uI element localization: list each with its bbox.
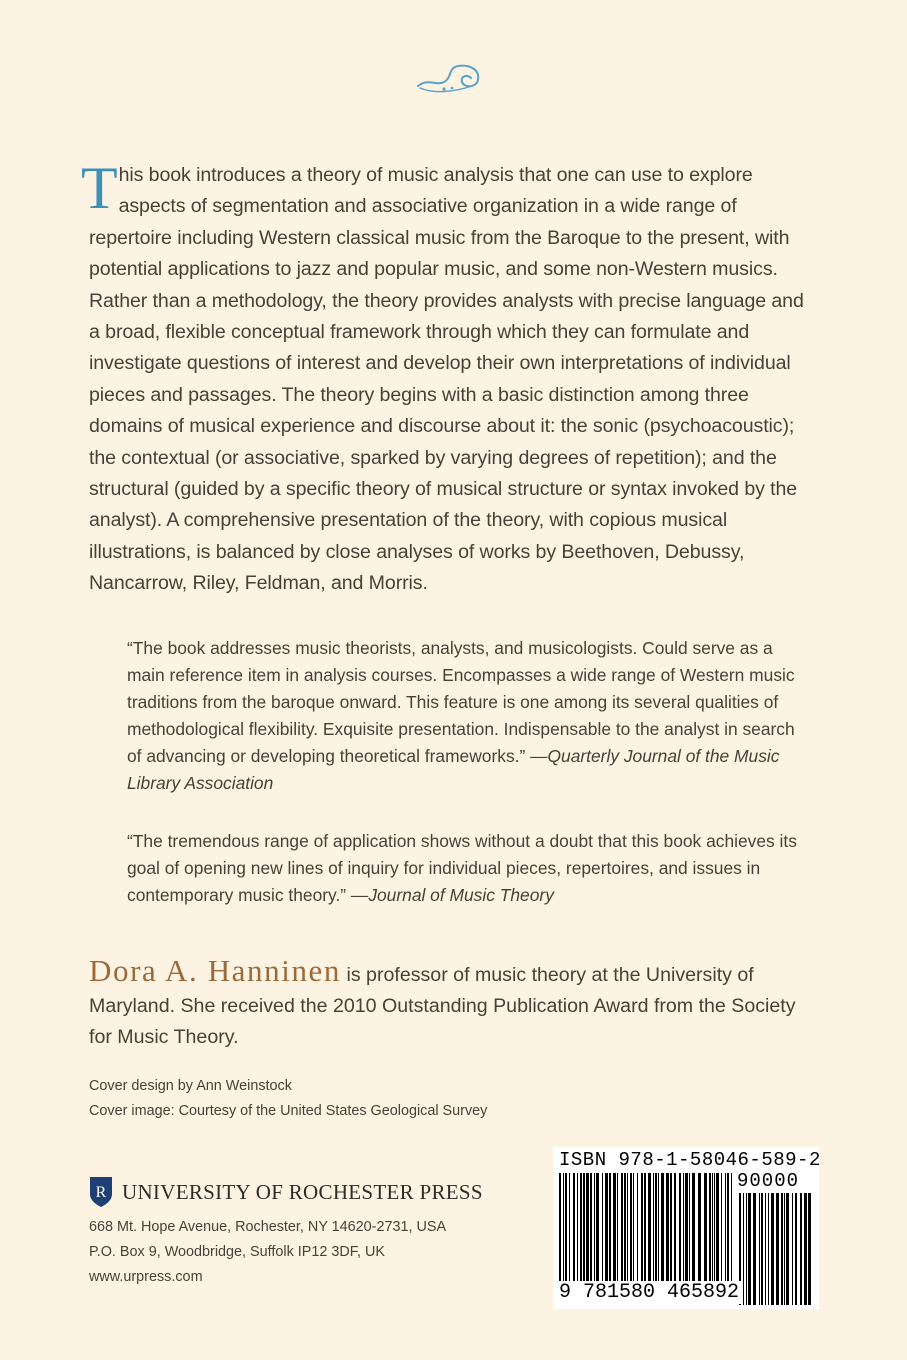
barcode-bar	[746, 1193, 747, 1305]
barcode-bar	[577, 1173, 578, 1285]
barcode-bar	[683, 1173, 684, 1285]
barcode-bar	[804, 1193, 807, 1305]
drop-cap: T	[81, 155, 118, 221]
barcode-bar	[573, 1173, 575, 1285]
barcode-bar	[670, 1173, 672, 1285]
barcode-bar	[679, 1173, 681, 1285]
description-text: his book introduces a theory of music analysis that one can use to explore aspects of segmentation and associative organization in a wide range of repertoire including Western classical music from the Baroque to the present, with potential applications to jazz and popular music, and some non-Western musics. Rather than a methodology, the theory provides analysts with precise language and a broad, flexible conceptual framework through which they can formulate and investigate questions of interest and develop their own interpretations of individual pieces and passages. The theory begins with a basic distinction among three domains of musical experience and discourse about it: the sonic (psychoacoustic); the contextual (or associative, sparked by varying degrees of repetition); and the structural (guided by a specific theory of musical structure or syntax invoked by the analyst). A comprehensive presentation of the theory, with copious musical illustrations, is balanced by close analyses of works by Beethoven, Debussy, Nancarrow, Riley, Feldman, and Morris.	[89, 164, 804, 595]
isbn-number: ISBN 978-1-58046-589-2	[559, 1149, 821, 1171]
barcode-bar	[644, 1173, 646, 1285]
barcode-bar	[808, 1193, 811, 1305]
barcode-digits: 9 781580 465892	[559, 1281, 743, 1304]
barcode-bar	[613, 1173, 616, 1285]
barcode-bar	[781, 1193, 783, 1305]
barcode-bar	[800, 1193, 802, 1305]
quote-source: —Journal of Music Theory	[350, 885, 554, 905]
barcode-bar	[653, 1173, 654, 1285]
price-code: 90000	[737, 1170, 800, 1192]
barcode-bar	[725, 1173, 726, 1285]
barcode-bar	[590, 1173, 592, 1285]
barcode-bar	[633, 1173, 634, 1285]
barcode-bar	[658, 1173, 659, 1285]
barcode-bar	[689, 1173, 690, 1285]
barcode-bar	[648, 1173, 651, 1285]
cover-credits	[89, 1074, 589, 1124]
author-name: Dora A. Hanninen	[89, 953, 342, 988]
barcode-bar	[641, 1173, 643, 1285]
barcode-bar	[714, 1173, 715, 1285]
barcode-bar	[792, 1193, 793, 1305]
barcode-bar	[594, 1173, 595, 1285]
cover-image-credit: Cover image: Courtesy of the United States Geological Survey	[89, 1103, 488, 1119]
author-bio-text: is professor of music theory at the University of Maryland. She received the 2010 Outstanding Publication Award from the Society for Music Theory.	[89, 964, 796, 1048]
barcode-bar	[692, 1173, 695, 1285]
barcode-bar	[666, 1173, 669, 1285]
barcode-bar	[602, 1173, 603, 1285]
barcode-bar	[637, 1173, 638, 1285]
publisher-address	[89, 1215, 539, 1290]
barcode-bar	[596, 1173, 599, 1285]
barcode-bar	[786, 1193, 789, 1305]
barcode-bars	[559, 1173, 737, 1285]
author-bio	[89, 955, 819, 1053]
quote-text: “The book addresses music theorists, analysts, and musicologists. Could serve as a main reference item in analysis courses. Encompasses a wide range of Western music traditions from the baroque onward. This feature is one among its several qualities of methodological flexibility. Exquisite presentation. Indispensable to the analyst in search of advancing or developing theoretical frameworks.”	[127, 638, 795, 766]
barcode-bar	[655, 1173, 657, 1285]
barcode-bar	[784, 1193, 785, 1305]
barcode-bar	[627, 1173, 628, 1285]
book-description	[81, 155, 809, 600]
barcode-bar	[685, 1173, 688, 1285]
barcode-bar	[727, 1173, 729, 1285]
barcode-bar	[569, 1173, 570, 1285]
barcode-bar	[624, 1173, 626, 1285]
review-quote-1	[127, 635, 807, 797]
barcode-bar	[731, 1173, 732, 1285]
barcode-bar	[795, 1193, 797, 1305]
publisher-logo	[89, 1176, 489, 1208]
barcode-bar	[768, 1193, 769, 1305]
publisher-website: www.urpress.com	[89, 1269, 203, 1285]
barcode-bar	[559, 1173, 561, 1285]
quote-source: —Quarterly Journal of the Music Library Association	[127, 746, 780, 793]
isbn-barcode	[553, 1147, 819, 1309]
barcode-bar	[759, 1193, 760, 1305]
flourish-ornament-icon	[414, 56, 494, 98]
barcode-bar	[712, 1173, 713, 1285]
address-line-1: 668 Mt. Hope Avenue, Rochester, NY 14620-2731, USA	[89, 1219, 447, 1235]
barcode-bar	[765, 1193, 766, 1305]
barcode-bar	[580, 1173, 582, 1285]
quote-text: “The tremendous range of application shows without a doubt that this book achieves its goal of opening new lines of inquiry for individual pieces, repertoires, and issues in contemporary music theory.”	[127, 831, 797, 905]
barcode-bar	[761, 1193, 763, 1305]
shield-icon	[89, 1176, 113, 1208]
barcode-bar	[704, 1173, 707, 1285]
barcode-bar	[605, 1173, 608, 1285]
barcode-bar	[565, 1173, 567, 1285]
barcode-bar	[709, 1173, 711, 1285]
barcode-bar	[716, 1173, 719, 1285]
review-quote-2	[127, 828, 807, 909]
barcode-bar	[743, 1193, 744, 1305]
barcode-bar	[609, 1173, 611, 1285]
barcode-bar	[753, 1193, 756, 1305]
publisher-name: UNIVERSITY OF ROCHESTER PRESS	[122, 1179, 483, 1204]
barcode-bar	[563, 1173, 564, 1285]
barcode-bar	[586, 1173, 589, 1285]
barcode-bar	[748, 1193, 751, 1305]
address-line-2: P.O. Box 9, Woodbridge, Suffolk IP12 3DF, UK	[89, 1244, 385, 1260]
barcode-bar	[771, 1193, 774, 1305]
barcode-addon-bars	[739, 1193, 813, 1305]
barcode-bar	[617, 1173, 618, 1285]
cover-design-credit: Cover design by Ann Weinstock	[89, 1078, 292, 1094]
barcode-bar	[674, 1173, 676, 1285]
barcode-bar	[630, 1173, 632, 1285]
barcode-bar	[621, 1173, 623, 1285]
barcode-bar	[661, 1173, 664, 1285]
shield-letter: R	[95, 1184, 107, 1201]
barcode-bar	[583, 1173, 585, 1285]
barcode-bar	[721, 1173, 722, 1285]
barcode-bar	[776, 1193, 779, 1305]
barcode-bar	[698, 1173, 701, 1285]
